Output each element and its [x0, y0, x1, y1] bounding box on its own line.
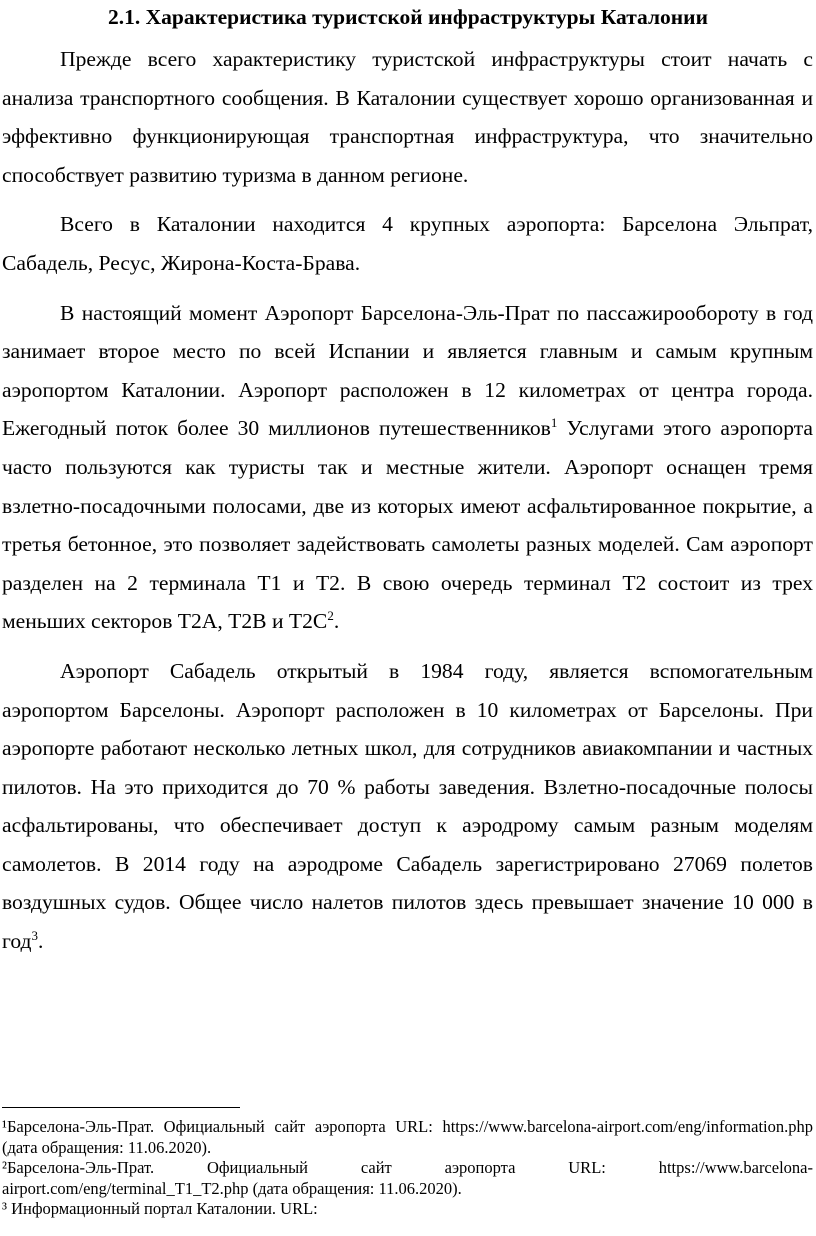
paragraph-text: Всего в Каталонии находится 4 крупных аэропорта: Барселона Эльпрат, Сабадель, Ресус, Жирона-Коста-Брава. — [2, 212, 813, 275]
paragraph-text: В настоящий момент Аэропорт Барселона-Эль-Прат по пассажирообороту в год занимает второе место по всей Испании и является главным и самым крупным аэропортом Каталонии. Аэропорт расположен в 12 километрах от центра города. Ежегодный поток более 30 миллионов путешественников — [2, 300, 813, 441]
paragraph-text: . — [37, 929, 44, 954]
section-heading: 2.1. Характеристика туристской инфраструктуры Каталонии — [108, 5, 708, 29]
footnote-text: Барселона-Эль-Прат. Официальный сайт аэропорта URL: https://www.barcelona-airport.com/eng/terminal_T1_T2.php (дата обращения: 11.06.2020). — [2, 1158, 813, 1198]
footnote-1 — [2, 1117, 813, 1158]
paragraph-text: Прежде всего характеристику туристской инфраструктуры стоит начать с анализа транспортного сообщения. В Каталонии существует хорошо организованная и эффективно функционирующая транспортная инфраструктура, что значительно способствует развитию туризма в данном регионе. — [2, 47, 813, 187]
paragraph-text: . — [333, 609, 340, 634]
footnote-ref-3[interactable]: 3 — [31, 927, 38, 943]
document-body — [2, 40, 813, 972]
footnote-ref-1[interactable]: 1 — [550, 415, 558, 431]
footnote-separator — [2, 1107, 240, 1108]
paragraph-sabadell — [2, 652, 813, 961]
paragraph-intro — [2, 40, 813, 194]
paragraph-text: Услугами этого аэропорта часто пользуются как туристы так и местные жители. Аэропорт оснащен тремя взлетно-посадочными полосами, две из которых имеют асфальтированное покрытие, а третья бетонное, это позволяет задействовать самолеты разных моделей. Сам аэропорт разделен на 2 терминала Т1 и Т2. В свою очередь терминал Т2 состоит из трех меньших секторов Т2А, Т2В и Т2С — [2, 416, 814, 634]
footnote-mark: ² — [2, 1158, 7, 1177]
footnote-3 — [2, 1199, 813, 1220]
footnote-text: Барселона-Эль-Прат. Официальный сайт аэропорта URL: https://www.barcelona-airport.com/eng/information.php (дата обращения: 11.06.2020). — [2, 1117, 813, 1157]
paragraph-text: Аэропорт Сабадель открытый в 1984 году, является вспомогательным аэропортом Барселоны. Аэропорт расположен в 10 километрах от Барселоны. При аэропорте работают несколько летных школ, для сотрудников авиакомпании и частных пилотов. На это приходится до 70 % работы заведения. Взлетно-посадочные полосы асфальтированы, что обеспечивает доступ к аэродрому самым разным моделям самолетов. В 2014 году на аэродроме Сабадель зарегистрировано 27069 полетов воздушных судов. Общее число налетов пилотов здесь превышает значение 10 000 в год — [2, 658, 813, 954]
footnote-text: Информационный портал Каталонии. URL: — [6, 1199, 318, 1218]
footnote-mark: ³ — [2, 1199, 7, 1218]
footnotes — [2, 1117, 813, 1220]
paragraph-airports — [2, 205, 813, 282]
footnote-ref-2[interactable]: 2 — [327, 608, 334, 624]
paragraph-el-prat — [2, 294, 813, 641]
footnote-mark: ¹ — [2, 1117, 7, 1136]
footnote-2 — [2, 1158, 813, 1199]
